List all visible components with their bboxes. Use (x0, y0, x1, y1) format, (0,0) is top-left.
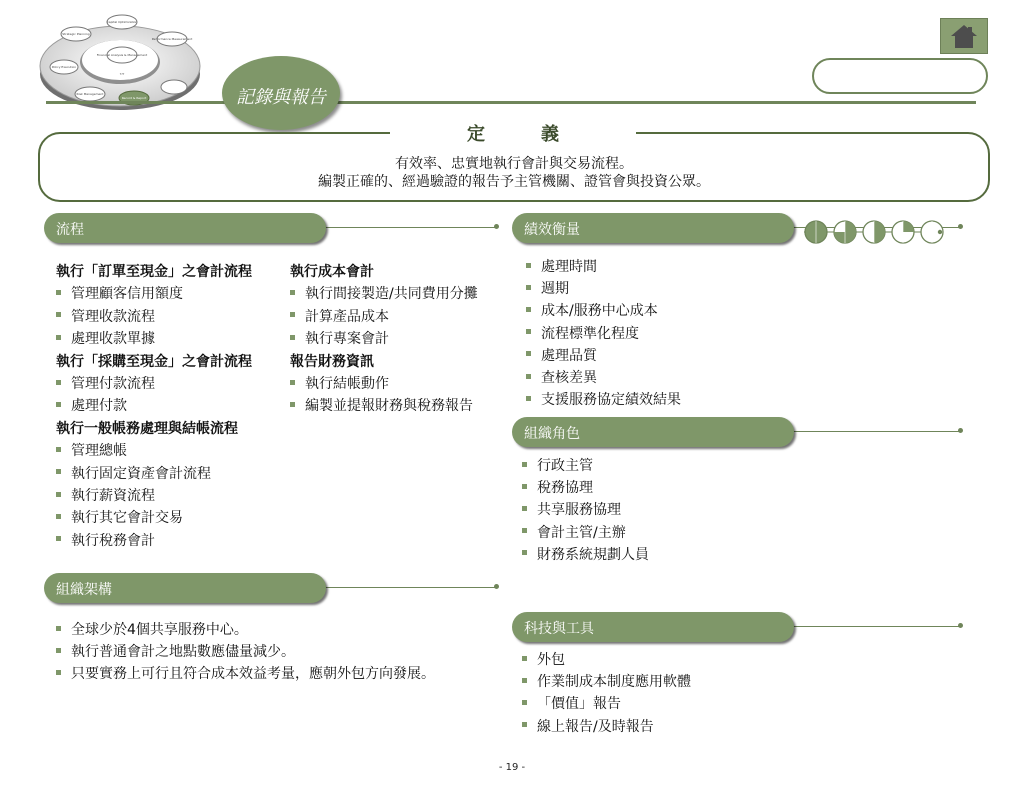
process-text: 執行專案會計 (305, 331, 389, 348)
page-title-oval (222, 56, 340, 130)
process-text: 執行間接製造/共同費用分攤 (305, 286, 478, 303)
wheel-label: Financial Analysis & Management (96, 53, 148, 57)
process-item (290, 328, 389, 348)
tab-roles (512, 417, 968, 449)
process-heading (290, 351, 374, 371)
bullet-icon (290, 380, 295, 385)
tab-process-label: 流程 (56, 222, 84, 238)
process-text: 計算產品成本 (305, 308, 389, 325)
bullet-icon (526, 307, 531, 312)
bullet-icon (526, 396, 531, 401)
tech-text: 作業制成本制度應用軟體 (537, 674, 691, 691)
bullet-icon (522, 462, 527, 467)
bullet-icon (56, 335, 61, 340)
definition-line: 有效率、忠實地執行會計與交易流程。 (395, 156, 633, 172)
bullet-icon (522, 528, 527, 533)
bullet-icon (526, 374, 531, 379)
bullet-icon (526, 263, 531, 268)
tab-tech-label: 科技與工具 (524, 621, 594, 637)
process-text: 管理收款流程 (71, 308, 155, 325)
performance-item (526, 389, 681, 409)
bullet-icon (522, 656, 527, 661)
tech-text: 線上報告/及時報告 (537, 718, 654, 735)
process-item (56, 328, 155, 348)
role-text: 會計主管/主辦 (537, 524, 626, 541)
role-text: 行政主管 (537, 458, 593, 474)
process-item (56, 395, 127, 415)
performance-item (526, 256, 597, 276)
performance-item (526, 345, 597, 365)
process-text: 處理收款單據 (71, 331, 155, 348)
wheel-label: Record & Report (121, 96, 147, 100)
tech-text: 外包 (537, 652, 565, 668)
process-text: 執行成本會計 (290, 264, 374, 280)
process-item (56, 507, 183, 527)
bullet-icon (56, 312, 61, 317)
definition-title-char: 定 (467, 124, 485, 145)
role-item (522, 477, 593, 497)
wheel-center-sub: ??? (119, 72, 125, 76)
process-item (56, 283, 183, 303)
role-item (522, 522, 626, 542)
bullet-icon (56, 492, 61, 497)
process-text: 執行稅務會計 (71, 532, 155, 549)
performance-text: 週期 (541, 281, 569, 298)
wheel-label: Strategic Planning (62, 32, 90, 36)
process-item (56, 485, 155, 505)
process-text: 編製並提報財務與稅務報告 (305, 398, 473, 415)
bullet-icon (526, 351, 531, 356)
harvey-ball-fill (903, 221, 914, 232)
bullet-icon (56, 469, 61, 474)
bullet-icon (56, 402, 61, 407)
performance-text: 處理時間 (541, 259, 597, 275)
role-item (522, 544, 649, 564)
page-number: - 19 - (498, 762, 526, 773)
process-wheel-graphic (38, 12, 208, 112)
harvey-balls (800, 218, 944, 246)
wheel-label: Performance Measurement (151, 37, 193, 41)
bullet-icon (522, 550, 527, 555)
bullet-icon (56, 290, 61, 295)
tech-item (522, 693, 621, 713)
role-text: 稅務協理 (537, 480, 593, 497)
role-item (522, 455, 593, 475)
definition-title (390, 120, 636, 146)
definition-title-char: 義 (541, 124, 559, 145)
bullet-icon (522, 484, 527, 489)
tab-structure (44, 573, 504, 605)
header-rule-left (46, 101, 226, 104)
process-text: 管理總帳 (71, 443, 127, 460)
process-item (56, 530, 155, 550)
performance-text: 成本/服務中心成本 (541, 303, 658, 320)
performance-item (526, 323, 639, 343)
process-item (290, 373, 389, 393)
process-text: 執行一般帳務處理與結帳流程 (56, 420, 238, 437)
harvey-ball-fill (874, 221, 885, 243)
bullet-icon (290, 312, 295, 317)
bullet-icon (56, 447, 61, 452)
wheel-label: Risk Management (76, 92, 104, 96)
process-text: 執行結帳動作 (305, 376, 389, 392)
structure-text: 全球少於4個共享服務中心。 (71, 622, 248, 638)
structure-item (56, 619, 248, 639)
process-text: 報告財務資訊 (290, 353, 374, 370)
bullet-icon (522, 678, 527, 683)
process-item (290, 395, 473, 415)
bullet-icon (522, 722, 527, 727)
bullet-icon (56, 648, 61, 653)
bullet-icon (526, 285, 531, 290)
tech-item (522, 716, 654, 736)
header-pill-decoration (812, 58, 988, 94)
home-icon (941, 19, 987, 53)
performance-text: 流程標準化程度 (541, 325, 639, 342)
process-heading (290, 261, 374, 281)
process-item (290, 306, 389, 326)
performance-item (526, 278, 569, 298)
process-text: 處理付款 (71, 398, 127, 415)
performance-item (526, 300, 658, 320)
bullet-icon (56, 514, 61, 519)
bullet-icon (56, 536, 61, 541)
process-text: 執行固定資產會計流程 (71, 465, 211, 482)
header-rule (320, 101, 976, 104)
process-heading (56, 261, 252, 281)
bullet-icon (56, 380, 61, 385)
wheel-label: Capital Optimization (106, 20, 138, 24)
performance-text: 處理品質 (541, 347, 597, 364)
tech-item (522, 649, 565, 669)
process-item (56, 306, 155, 326)
process-item (56, 440, 127, 460)
process-text: 執行其它會計交易 (71, 510, 183, 527)
role-item (522, 499, 621, 519)
tab-performance-label: 績效衡量 (524, 222, 580, 238)
performance-item (526, 367, 597, 387)
process-item (56, 463, 211, 483)
structure-text: 只要實務上可行且符合成本效益考量，應朝外包方向發展。 (71, 666, 435, 683)
bullet-icon (56, 670, 61, 675)
tab-process (44, 213, 504, 245)
process-text: 執行「採購至現金」之會計流程 (56, 353, 252, 370)
role-text: 財務系統規劃人員 (537, 546, 649, 563)
process-item (56, 373, 155, 393)
bullet-icon (56, 626, 61, 631)
tab-structure-label: 組織架構 (56, 582, 112, 598)
structure-text: 執行普通會計之地點數應儘量減少。 (71, 644, 295, 661)
tab-tech (512, 612, 968, 644)
process-text: 管理顧客信用額度 (71, 286, 183, 303)
home-button[interactable] (940, 18, 988, 54)
bullet-icon (526, 329, 531, 334)
definition-line: 編製正確的、經過驗證的報告予主管機關、證管會與投資公眾。 (318, 174, 710, 190)
process-text: 執行「訂單至現金」之會計流程 (56, 264, 252, 280)
process-text: 管理付款流程 (71, 376, 155, 392)
process-heading (56, 351, 252, 371)
wheel-label: Policy Execution (51, 65, 77, 69)
performance-text: 支援服務協定績效結果 (541, 392, 681, 409)
performance-text: 查核差異 (541, 370, 597, 386)
structure-item (56, 663, 435, 683)
structure-item (56, 641, 295, 661)
bullet-icon (290, 402, 295, 407)
tech-item (522, 671, 691, 691)
page-title: 記錄與報告 (236, 87, 326, 108)
bullet-icon (290, 335, 295, 340)
process-text: 執行薪資流程 (71, 488, 155, 504)
tab-roles-label: 組織角色 (524, 426, 580, 442)
bullet-icon (522, 506, 527, 511)
process-heading (56, 418, 238, 438)
bullet-icon (290, 290, 295, 295)
bullet-icon (522, 700, 527, 705)
role-text: 共享服務協理 (537, 502, 621, 519)
process-item (290, 283, 478, 303)
tech-text: 「價值」報告 (537, 696, 621, 713)
